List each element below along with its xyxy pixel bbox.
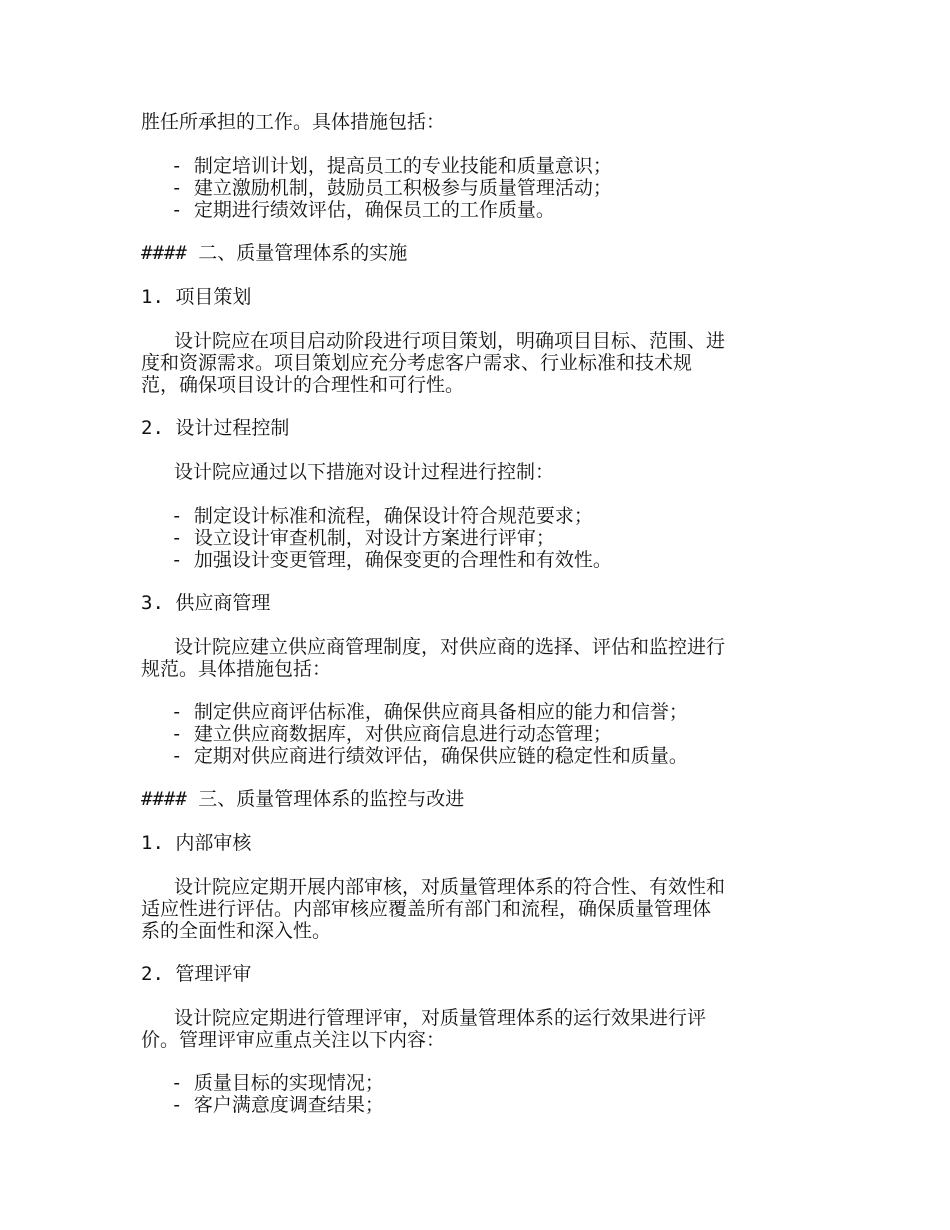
list-item: - 加强设计变更管理，确保变更的合理性和有效性。 — [171, 549, 612, 571]
paragraph-line: 设计院应建立供应商管理制度，对供应商的选择、评估和监控进行 — [174, 636, 726, 658]
list-item: - 设立设计审查机制，对设计方案进行评审； — [171, 527, 555, 549]
paragraph-line: 设计院应定期进行管理评审，对质量管理体系的运行效果进行评 — [174, 1007, 707, 1029]
item-title: 3. 供应商管理 — [141, 592, 271, 614]
item-title: 2. 管理评审 — [141, 963, 252, 985]
list-item: - 制定设计标准和流程，确保设计符合规范要求； — [171, 505, 593, 527]
intro-text: 胜任所承担的工作。具体措施包括： — [141, 111, 446, 133]
paragraph-line: 设计院应通过以下措施对设计过程进行控制： — [174, 461, 555, 483]
list-item: - 定期进行绩效评估，确保员工的工作质量。 — [171, 199, 555, 221]
list-item: - 建立供应商数据库，对供应商信息进行动态管理； — [171, 723, 612, 745]
list-item: - 客户满意度调查结果； — [171, 1094, 384, 1116]
section-heading: #### 二、质量管理体系的实施 — [141, 242, 408, 264]
paragraph-line: 范，确保项目设计的合理性和可行性。 — [141, 374, 465, 396]
list-item: - 定期对供应商进行绩效评估，确保供应链的稳定性和质量。 — [171, 745, 688, 767]
list-item: - 制定培训计划，提高员工的专业技能和质量意识； — [171, 155, 612, 177]
section-heading: #### 三、质量管理体系的监控与改进 — [141, 788, 465, 810]
paragraph-line: 设计院应定期开展内部审核，对质量管理体系的符合性、有效性和 — [174, 876, 726, 898]
list-item: - 制定供应商评估标准，确保供应商具备相应的能力和信誉； — [171, 701, 688, 723]
paragraph-line: 适应性进行评估。内部审核应覆盖所有部门和流程，确保质量管理体 — [141, 898, 712, 920]
paragraph-line: 规范。具体措施包括： — [141, 658, 332, 680]
item-title: 1. 项目策划 — [141, 286, 252, 308]
item-title: 2. 设计过程控制 — [141, 417, 290, 439]
list-item: - 质量目标的实现情况； — [171, 1072, 384, 1094]
item-title: 1. 内部审核 — [141, 832, 252, 854]
list-item: - 建立激励机制，鼓励员工积极参与质量管理活动； — [171, 177, 612, 199]
paragraph-line: 价。管理评审应重点关注以下内容： — [141, 1029, 446, 1051]
paragraph-line: 度和资源需求。项目策划应充分考虑客户需求、行业标准和技术规 — [141, 352, 693, 374]
paragraph-line: 系的全面性和深入性。 — [141, 920, 332, 942]
paragraph-line: 设计院应在项目启动阶段进行项目策划，明确项目目标、范围、进 — [174, 330, 726, 352]
